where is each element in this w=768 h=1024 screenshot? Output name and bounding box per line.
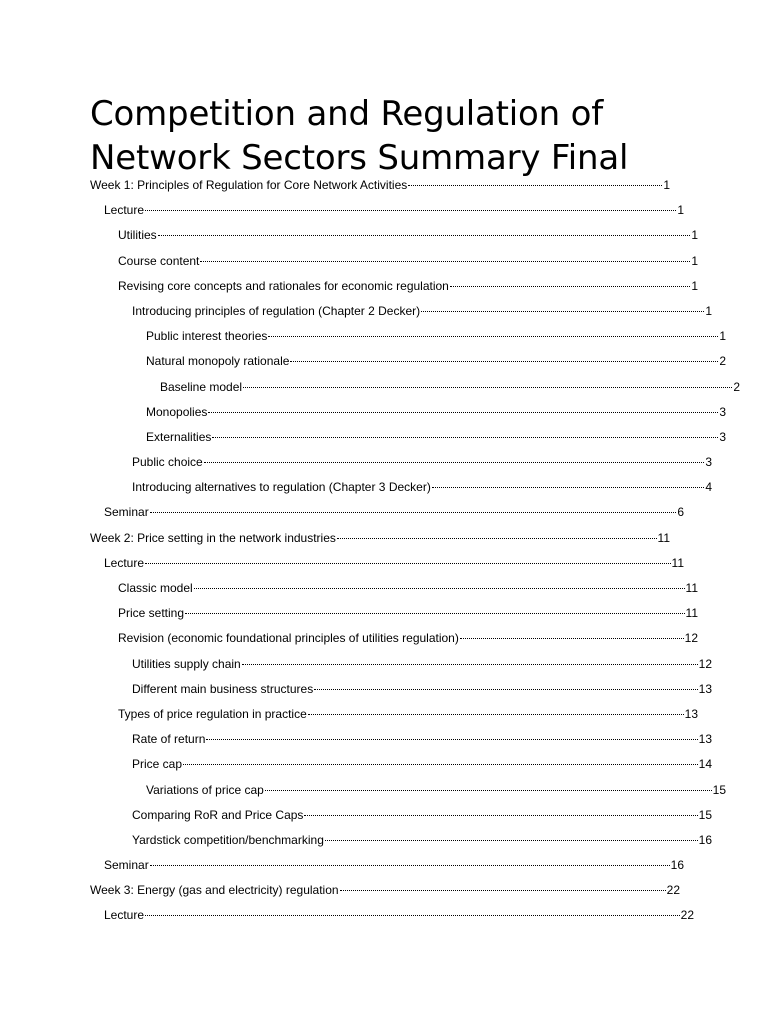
toc-entry[interactable] bbox=[90, 475, 712, 500]
toc-entry[interactable] bbox=[90, 450, 712, 475]
toc-entry-label: Utilities bbox=[118, 228, 157, 243]
toc-page-number: 2 bbox=[719, 354, 726, 369]
toc-dot-leader bbox=[212, 437, 718, 438]
toc-entry[interactable] bbox=[90, 299, 712, 324]
toc-page-number: 16 bbox=[670, 858, 684, 873]
toc-page-number: 11 bbox=[685, 606, 698, 621]
toc-entry-label: Lecture bbox=[104, 908, 145, 923]
toc-page-number: 11 bbox=[685, 581, 698, 595]
toc-entry[interactable] bbox=[90, 425, 726, 450]
toc-page-number: 1 bbox=[691, 278, 698, 293]
toc-entry[interactable] bbox=[90, 274, 698, 299]
toc-dot-leader bbox=[158, 235, 691, 236]
toc-page-number: 15 bbox=[712, 782, 726, 797]
toc-dot-leader bbox=[206, 739, 697, 740]
toc-entry[interactable] bbox=[90, 526, 670, 551]
toc-dot-leader bbox=[308, 714, 684, 715]
toc-entry[interactable] bbox=[90, 677, 712, 702]
toc-entry-label: Lecture bbox=[104, 203, 145, 218]
toc-entry-label: Variations of price cap bbox=[146, 782, 264, 797]
toc-page-number: 3 bbox=[719, 429, 726, 444]
toc-page-number: 1 bbox=[691, 228, 698, 243]
toc-page-number: 22 bbox=[680, 908, 694, 923]
table-of-contents bbox=[90, 173, 740, 929]
toc-entry-label: Seminar bbox=[104, 858, 149, 873]
toc-dot-leader bbox=[243, 387, 732, 388]
toc-entry-label: Seminar bbox=[104, 505, 149, 520]
toc-page-number: 1 bbox=[705, 303, 712, 318]
toc-entry-label: Externalities bbox=[146, 429, 212, 444]
toc-entry-label: Rate of return bbox=[132, 732, 206, 747]
toc-page-number: 11 bbox=[657, 530, 670, 545]
toc-entry-label: Baseline model bbox=[160, 379, 243, 394]
toc-entry-label: Week 2: Price setting in the network industries bbox=[90, 530, 336, 545]
toc-entry-label: Types of price regulation in practice bbox=[118, 706, 307, 721]
toc-page-number: 12 bbox=[698, 656, 712, 671]
toc-page-number: 22 bbox=[666, 883, 680, 898]
toc-page-number: 2 bbox=[733, 379, 740, 394]
toc-entry-label: Public interest theories bbox=[146, 329, 268, 344]
toc-entry[interactable] bbox=[90, 198, 684, 223]
toc-dot-leader bbox=[325, 840, 698, 841]
toc-entry-label: Utilities supply chain bbox=[132, 656, 241, 671]
toc-entry-label: Monopolies bbox=[146, 404, 208, 419]
toc-entry[interactable] bbox=[90, 173, 670, 198]
toc-dot-leader bbox=[450, 286, 690, 287]
toc-entry[interactable] bbox=[90, 626, 698, 651]
toc-entry-label: Classic model bbox=[118, 581, 193, 595]
toc-dot-leader bbox=[150, 512, 677, 513]
toc-page-number: 15 bbox=[698, 807, 712, 822]
toc-entry-label: Introducing alternatives to regulation (Chapter 3 Decker) bbox=[132, 480, 431, 495]
toc-page-number: 1 bbox=[677, 203, 684, 218]
toc-entry-label: Course content bbox=[118, 253, 200, 268]
toc-entry[interactable] bbox=[90, 249, 698, 274]
toc-entry[interactable] bbox=[90, 727, 712, 752]
toc-dot-leader bbox=[268, 336, 718, 337]
toc-entry[interactable] bbox=[90, 853, 684, 878]
toc-entry[interactable] bbox=[90, 400, 726, 425]
toc-page-number: 13 bbox=[698, 732, 712, 747]
toc-dot-leader bbox=[265, 790, 712, 791]
toc-entry[interactable] bbox=[90, 601, 698, 626]
toc-page-number: 3 bbox=[719, 404, 726, 419]
toc-entry-label: Comparing RoR and Price Caps bbox=[132, 807, 304, 822]
toc-dot-leader bbox=[183, 764, 698, 765]
toc-entry[interactable] bbox=[90, 324, 726, 349]
toc-dot-leader bbox=[290, 361, 718, 362]
toc-entry-label: Week 1: Principles of Regulation for Core Network Activities bbox=[90, 178, 408, 192]
toc-page-number: 1 bbox=[719, 329, 726, 344]
toc-page-number: 13 bbox=[698, 681, 712, 696]
toc-entry[interactable] bbox=[90, 778, 726, 803]
toc-page-number: 6 bbox=[677, 505, 684, 520]
toc-entry[interactable] bbox=[90, 223, 698, 248]
toc-dot-leader bbox=[242, 664, 698, 665]
toc-page-number: 1 bbox=[691, 253, 698, 268]
toc-dot-leader bbox=[150, 865, 670, 866]
toc-dot-leader bbox=[304, 815, 697, 816]
toc-entry[interactable] bbox=[90, 878, 680, 903]
toc-entry-label: Week 3: Energy (gas and electricity) regulation bbox=[90, 883, 339, 898]
document-title: Competition and Regulation of Network Sectors Summary Final bbox=[90, 94, 629, 178]
toc-entry[interactable] bbox=[90, 576, 698, 601]
toc-entry[interactable] bbox=[90, 903, 694, 928]
toc-dot-leader bbox=[432, 487, 704, 488]
toc-dot-leader bbox=[185, 613, 685, 614]
toc-entry-label: Public choice bbox=[132, 455, 203, 470]
toc-entry-label: Lecture bbox=[104, 555, 145, 570]
toc-page-number: 3 bbox=[705, 455, 712, 470]
toc-dot-leader bbox=[204, 462, 705, 463]
toc-dot-leader bbox=[460, 638, 684, 639]
toc-page-number: 13 bbox=[684, 706, 698, 721]
toc-entry[interactable] bbox=[90, 702, 698, 727]
toc-page-number: 14 bbox=[698, 757, 712, 772]
toc-entry[interactable] bbox=[90, 803, 712, 828]
toc-dot-leader bbox=[408, 185, 662, 186]
toc-dot-leader bbox=[194, 588, 685, 589]
toc-page-number: 4 bbox=[705, 480, 712, 495]
toc-entry[interactable] bbox=[90, 652, 712, 677]
toc-entry[interactable] bbox=[90, 500, 684, 525]
toc-entry-label: Price cap bbox=[132, 757, 183, 772]
toc-dot-leader bbox=[145, 210, 676, 211]
toc-entry[interactable] bbox=[90, 375, 740, 400]
toc-dot-leader bbox=[145, 915, 680, 916]
toc-page-number: 12 bbox=[684, 631, 698, 646]
toc-entry-label: Price setting bbox=[118, 606, 185, 621]
toc-page-number: 1 bbox=[663, 178, 670, 192]
toc-dot-leader bbox=[145, 563, 671, 564]
toc-entry-label: Introducing principles of regulation (Chapter 2 Decker) bbox=[132, 303, 421, 318]
toc-dot-leader bbox=[208, 412, 718, 413]
toc-entry-label: Yardstick competition/benchmarking bbox=[132, 832, 324, 847]
toc-entry[interactable] bbox=[90, 828, 712, 853]
toc-dot-leader bbox=[421, 311, 704, 312]
toc-page-number: 16 bbox=[698, 832, 712, 847]
toc-dot-leader bbox=[340, 890, 666, 891]
toc-entry-label: Natural monopoly rationale bbox=[146, 354, 290, 369]
toc-page-number: 11 bbox=[671, 555, 684, 570]
toc-entry[interactable] bbox=[90, 349, 726, 374]
toc-entry[interactable] bbox=[90, 551, 684, 576]
toc-dot-leader bbox=[314, 689, 697, 690]
toc-dot-leader bbox=[200, 261, 690, 262]
toc-entry[interactable] bbox=[90, 752, 712, 777]
toc-dot-leader bbox=[337, 538, 657, 539]
toc-entry-label: Revising core concepts and rationales for economic regulation bbox=[118, 278, 449, 293]
toc-entry-label: Different main business structures bbox=[132, 681, 314, 696]
toc-entry-label: Revision (economic foundational principles of utilities regulation) bbox=[118, 631, 459, 646]
